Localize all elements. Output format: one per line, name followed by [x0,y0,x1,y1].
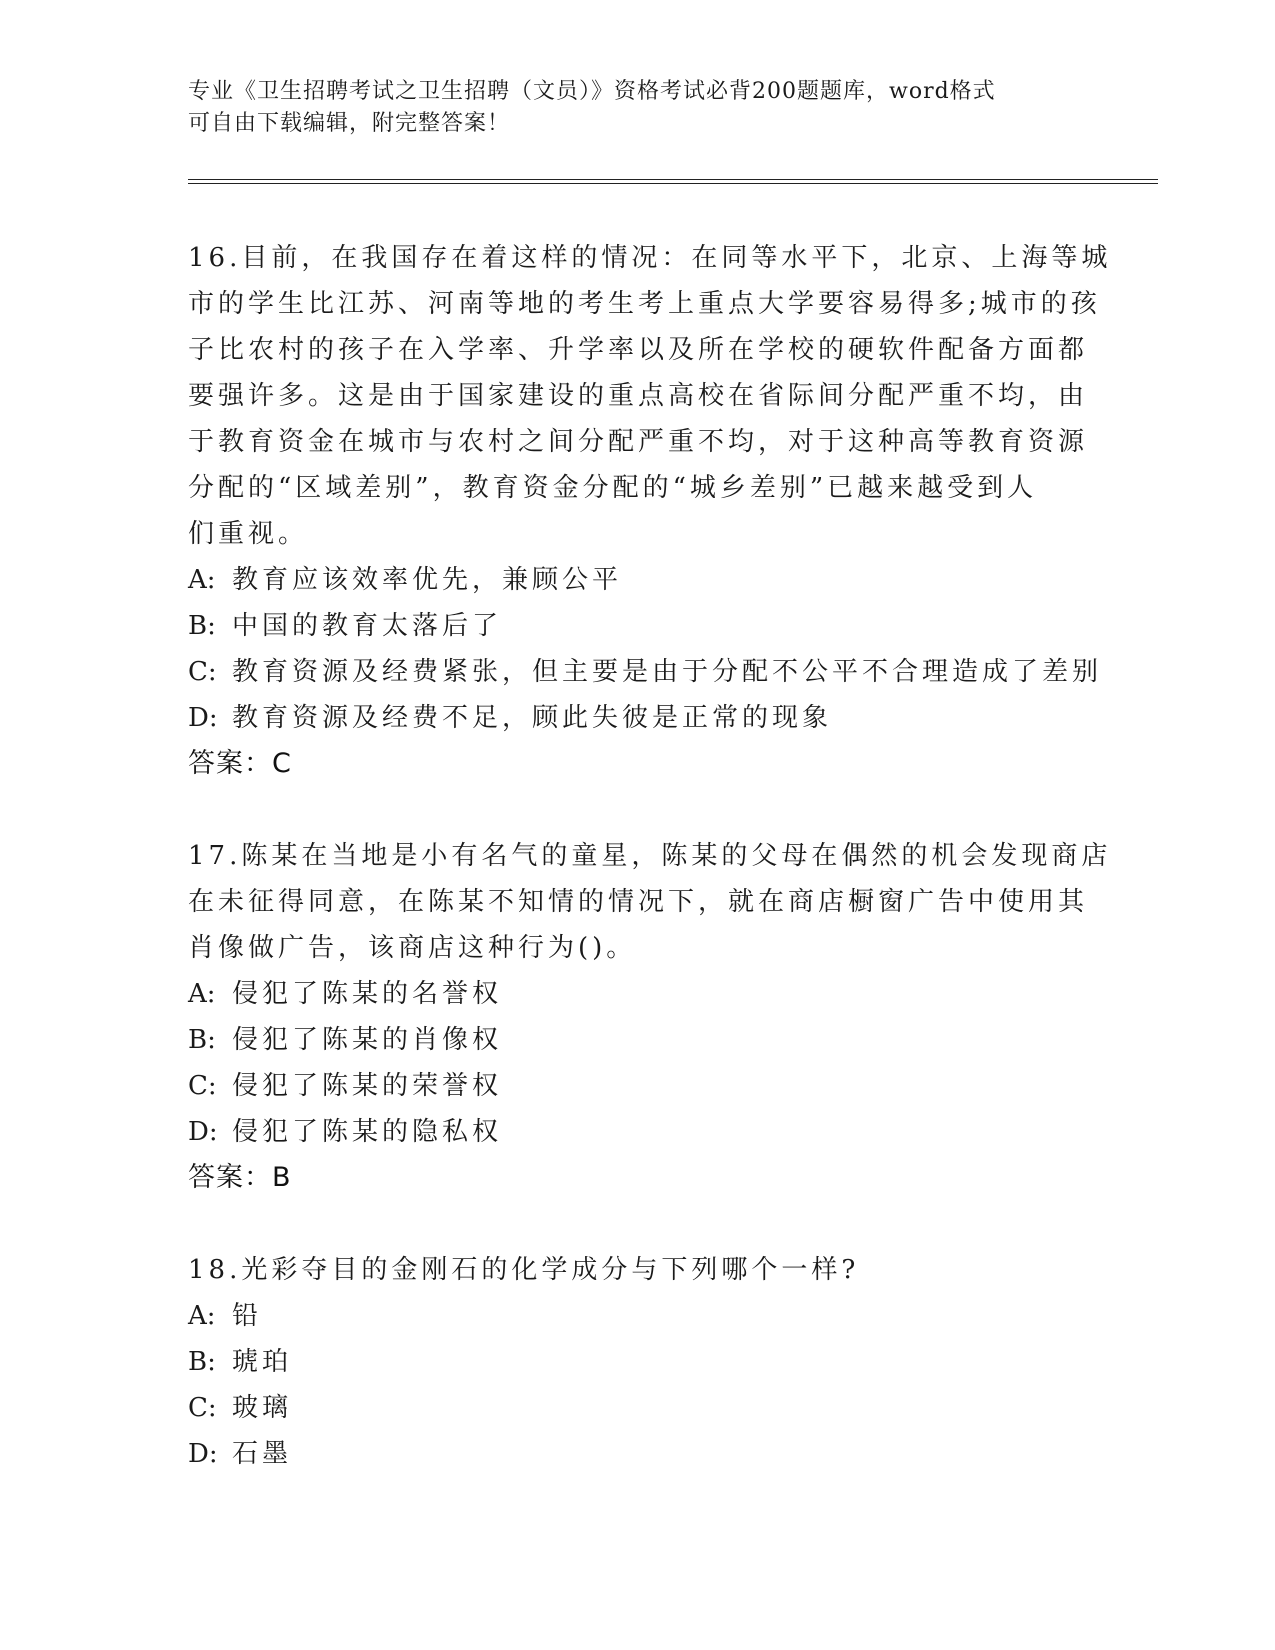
question-stem-line: 分配的“区域差别”，教育资金分配的“城乡差别”已越来越受到人 [188,473,1038,503]
option-b [188,603,1088,649]
option-key: B: [188,611,216,641]
answer-label: 答案：B [188,1162,292,1193]
question-stem-line: 子比农村的孩子在入学率、升学率以及所在学校的硬软件配备方面都 [188,335,1089,365]
question-stem-line: 18.光彩夺目的金刚石的化学成分与下列哪个一样? [188,1255,860,1285]
question-stem-line: 17.陈某在当地是小有名气的童星，陈某的父母在偶然的机会发现商店 [188,841,1112,871]
header-title-line-2: 可自由下载编辑，附完整答案！ [188,111,511,136]
question-18 [188,1247,1088,1477]
option-b [188,1339,1088,1385]
option-text: 教育资源及经费紧张，但主要是由于分配不公平不合理造成了差别 [232,657,1103,687]
option-text: 铅 [232,1301,263,1331]
option-text: 中国的教育太落后了 [232,611,503,641]
option-key: A: [188,1301,216,1331]
option-a [188,557,1088,603]
question-16 [188,235,1112,787]
option-key: B: [188,1347,216,1377]
option-c [188,1385,1088,1431]
question-stem-line: 们重视。 [188,519,309,549]
question-stem-line: 市的学生比江苏、河南等地的考生考上重点大学要容易得多;城市的孩 [188,289,1101,319]
question-stem-line: 16.目前，在我国存在着这样的情况：在同等水平下，北京、上海等城 [188,243,1112,273]
option-text: 教育应该效率优先，兼顾公平 [232,565,623,595]
header-divider-bottom [188,183,1158,184]
option-c [188,649,1103,695]
option-key: D: [188,1117,218,1147]
document-header [188,76,1088,140]
header-divider-top [188,179,1158,180]
option-d [188,1431,1088,1477]
option-key: D: [188,1439,218,1469]
question-stem-line: 于教育资金在城市与农村之间分配严重不均，对于这种高等教育资源 [188,427,1089,457]
option-key: C: [188,1071,217,1101]
option-text: 侵犯了陈某的肖像权 [232,1025,503,1055]
option-c [188,1063,1088,1109]
option-text: 教育资源及经费不足，顾此失彼是正常的现象 [232,703,833,733]
option-text: 侵犯了陈某的名誉权 [232,979,503,1009]
option-b [188,1017,1088,1063]
option-key: A: [188,979,216,1009]
option-key: C: [188,657,217,687]
option-text: 玻璃 [232,1393,293,1423]
option-text: 石墨 [232,1439,293,1469]
option-a [188,1293,1088,1339]
option-d [188,1109,1088,1155]
option-key: C: [188,1393,217,1423]
option-a [188,971,1088,1017]
option-text: 琥珀 [232,1347,293,1377]
option-key: A: [188,565,216,595]
option-key: B: [188,1025,216,1055]
question-list [188,235,1112,1523]
header-title-line-1: 专业《卫生招聘考试之卫生招聘（文员）》资格考试必背200题题库，word格式 [188,79,996,104]
question-17 [188,833,1112,1201]
option-text: 侵犯了陈某的荣誉权 [232,1071,503,1101]
option-key: D: [188,703,218,733]
question-stem-line: 肖像做广告，该商店这种行为()。 [188,933,637,963]
question-stem-line: 在未征得同意，在陈某不知情的情况下，就在商店橱窗广告中使用其 [188,887,1089,917]
option-d [188,695,1088,741]
question-stem-line: 要强许多。这是由于国家建设的重点高校在省际间分配严重不均，由 [188,381,1089,411]
answer-label: 答案：C [188,748,292,779]
option-text: 侵犯了陈某的隐私权 [232,1117,503,1147]
